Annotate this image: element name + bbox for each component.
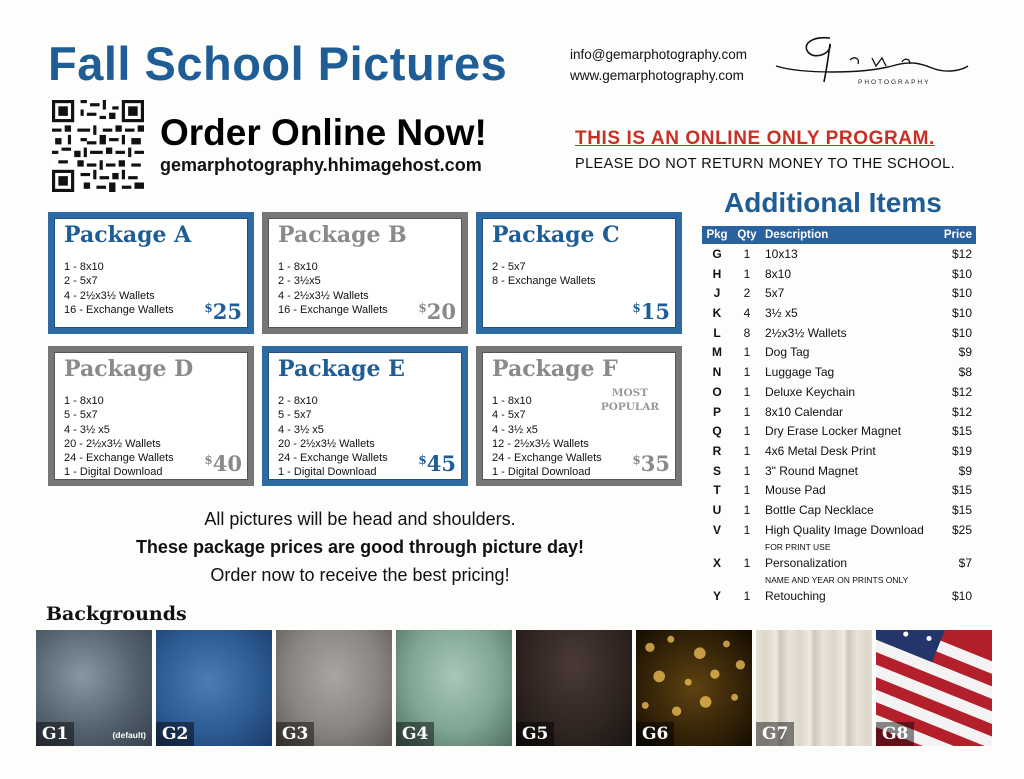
item-pkg: Y [712,588,721,603]
item-pkg: J [713,286,721,301]
item-qty: 1 [743,555,751,570]
item-price: $9 [958,463,972,478]
package-price: $15 [632,299,670,324]
table-row [702,402,976,422]
item-qty: 1 [743,404,751,419]
package-price: $45 [418,451,456,476]
item-description-text: Mouse Pad [765,483,826,498]
item-qty: 1 [743,247,751,261]
item-price: $7 [958,555,972,570]
package-c-card[interactable] [476,212,682,334]
table-row [702,362,976,382]
online-only-notice: THIS IS AN ONLINE ONLY PROGRAM. [575,128,935,149]
table-row [702,586,976,606]
item-price: $10 [951,306,972,321]
item-pkg: M [712,345,722,360]
item-pkg: O [712,384,722,399]
package-price: $40 [204,451,242,476]
backgrounds-strip [36,630,992,746]
background-swatch-g7[interactable]: G7 [756,630,872,746]
item-description-text: Dog Tag [765,345,810,360]
package-items: 1 - 8x10 5 - 5x7 4 - 3½ x5 20 - 2½x3½ Wallets 24 - Exchange Wallets 1 - Digital Download [64,395,174,479]
note-order-now: Order now to receive the best pricing! [210,565,510,585]
item-description [762,267,936,281]
item-qty: 8 [743,325,751,340]
item-price: $10 [951,286,972,301]
item-price: $10 [951,588,972,603]
background-swatch-g3[interactable]: G3 [276,630,392,746]
item-description-text: 5x7 [765,286,785,301]
package-price: $25 [204,299,242,324]
item-qty: 1 [743,266,751,281]
item-pkg: R [712,443,722,458]
item-description-text: 2½x3½ Wallets [765,325,847,340]
package-title: Package F [492,356,618,382]
no-money-notice: PLEASE DO NOT RETURN MONEY TO THE SCHOOL. [575,156,956,172]
item-pkg: T [713,483,721,498]
background-swatch-g1[interactable]: G1 (default) [36,630,152,746]
item-description-text: 4x6 Metal Desk Print [765,443,876,458]
item-price: $15 [951,424,972,439]
contact-info [570,44,747,86]
item-qty: 4 [743,306,751,321]
item-description [762,464,936,478]
item-description [762,286,936,300]
table-row [702,382,976,402]
package-title: Package D [64,356,194,382]
package-items: 1 - 8x10 4 - 5x7 4 - 3½ x5 12 - 2½x3½ Wallets 24 - Exchange Wallets 1 - Digital Download [492,395,602,479]
item-pkg: Q [712,424,722,439]
item-pkg: G [712,247,722,261]
item-qty: 1 [743,365,751,380]
table-row [702,342,976,362]
package-title: Package E [278,356,405,382]
item-description-text: Bottle Cap Necklace [765,502,874,517]
item-description [762,556,936,587]
item-description-text: 8x10 Calendar [765,404,844,419]
item-description-text: 3" Round Magnet [765,463,858,478]
table-row [702,244,976,264]
item-description-text: 10x13 [765,247,798,261]
item-qty: 1 [743,463,751,478]
table-row [702,303,976,323]
item-description-text: 3½ x5 [765,306,798,321]
table-row [702,323,976,343]
item-pkg: S [712,463,721,478]
package-d-card[interactable] [48,346,254,486]
package-price: $20 [418,299,456,324]
item-qty: 1 [743,443,751,458]
item-description [762,503,936,517]
item-price: $12 [951,384,972,399]
item-qty: 1 [743,522,751,537]
item-description-text: Dry Erase Locker Magnet [765,424,902,439]
item-price: $25 [951,522,972,537]
table-header: Pkg Qty Description Price [702,226,976,244]
item-description [762,483,936,497]
item-description [762,523,936,554]
item-pkg: N [712,365,722,380]
package-items: 2 - 8x10 5 - 5x7 4 - 3½ x5 20 - 2½x3½ Wallets 24 - Exchange Wallets 1 - Digital Download [278,395,388,479]
item-description [762,589,936,603]
item-qty: 1 [743,384,751,399]
item-pkg: U [712,502,722,517]
background-swatch-g6[interactable]: G6 [636,630,752,746]
note-price-validity: These package prices are good through picture day! [135,537,585,557]
package-e-card[interactable] [262,346,468,486]
item-pkg: H [712,266,722,281]
item-pkg: K [712,306,722,321]
package-price: $35 [632,451,670,476]
email-link[interactable]: info@gemarphotography.com [570,47,748,62]
item-price: $12 [951,247,972,261]
item-price: $10 [951,325,972,340]
item-qty: 1 [743,345,751,360]
item-price: $15 [951,483,972,498]
item-description-text: Personalization [765,555,848,570]
item-pkg: L [713,325,721,340]
item-description [762,326,936,340]
package-f-card[interactable] [476,346,682,486]
website-link[interactable]: www.gemarphotography.com [570,68,744,83]
item-description [762,444,936,458]
note-head-shoulders: All pictures will be head and shoulders. [204,509,516,529]
package-items: 1 - 8x10 2 - 3½x5 4 - 2½x3½ Wallets 16 - Exchange Wallets [278,261,388,316]
item-description-text: Luggage Tag [765,365,835,380]
item-price: $9 [958,345,972,360]
package-title: Package C [492,222,620,248]
table-row [702,520,976,553]
item-description-text: Deluxe Keychain [765,384,856,399]
additional-items-title: Additional Items [724,187,942,218]
item-description [762,385,936,399]
table-row [702,500,976,520]
item-price: $12 [951,404,972,419]
page-title: Fall School Pictures [48,37,508,90]
item-qty: 1 [743,483,751,498]
most-popular-badge: MOST POPULAR [600,387,660,413]
background-swatch-g2[interactable]: G2 [156,630,272,746]
item-description [762,247,936,261]
item-description [762,345,936,359]
item-description-text: 8x10 [765,266,792,281]
order-online-heading: Order Online Now! [160,112,487,153]
additional-items-table [702,226,976,605]
item-description [762,365,936,379]
item-qty: 1 [743,502,751,517]
table-row [702,421,976,441]
package-b-card[interactable] [262,212,468,334]
item-price: $19 [951,443,972,458]
table-row [702,264,976,284]
item-qty: 1 [743,588,751,603]
table-row [702,461,976,481]
item-description [762,424,936,438]
item-pkg: X [712,555,721,570]
item-price: $15 [951,502,972,517]
table-row [702,441,976,461]
background-swatch-g5[interactable]: G5 [516,630,632,746]
logo-text: PHOTOGRAPHY [858,79,931,86]
package-title: Package A [64,222,192,248]
table-row [702,283,976,303]
background-swatch-g8[interactable]: G8 [876,630,992,746]
item-pkg: P [712,404,721,419]
qr-code[interactable] [52,100,144,192]
item-description-text: Retouching [765,588,826,603]
item-price: $8 [958,365,972,380]
order-url-link[interactable]: gemarphotography.hhimagehost.com [160,155,482,175]
package-items: 1 - 8x10 2 - 5x7 4 - 2½x3½ Wallets 16 - Exchange Wallets [64,261,174,316]
package-a-card[interactable] [48,212,254,334]
table-row [702,480,976,500]
item-description-text: High Quality Image Download [765,522,924,537]
item-qty: 2 [743,286,751,301]
item-description-note: NAME AND YEAR ON PRINTS ONLY [765,574,909,585]
item-qty: 1 [743,424,751,439]
item-price: $10 [951,266,972,281]
background-swatch-g4[interactable]: G4 [396,630,512,746]
backgrounds-title: Backgrounds [46,603,187,625]
item-description-note: FOR PRINT USE [765,541,831,552]
item-pkg: V [712,522,721,537]
item-description [762,405,936,419]
gemar-logo [772,30,972,90]
item-description [762,306,936,320]
table-row [702,553,976,586]
package-title: Package B [278,222,407,248]
package-items: 2 - 5x7 8 - Exchange Wallets [492,261,596,288]
